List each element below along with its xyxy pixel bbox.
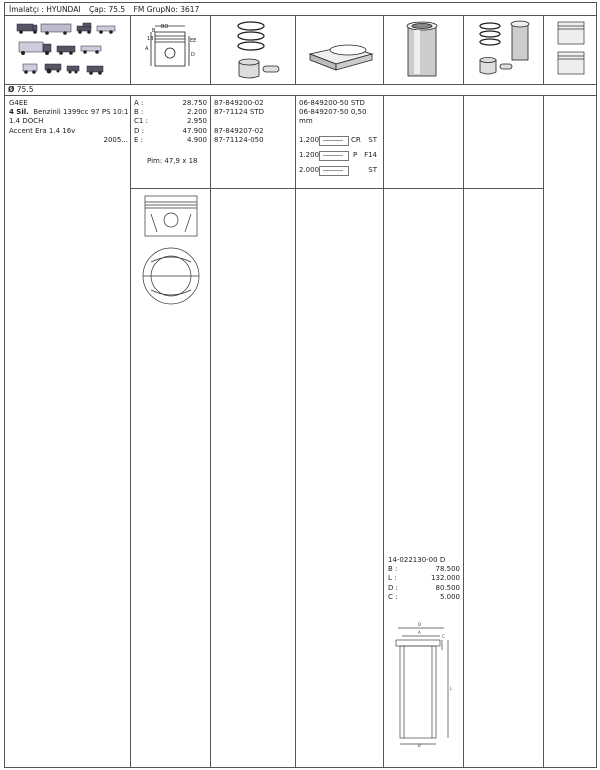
ring-code: 06-849207-50 0,50 bbox=[299, 108, 367, 117]
dim-row-b: B : 2.200 bbox=[134, 108, 207, 117]
catalog-page bbox=[4, 2, 597, 768]
svg-text:BO: BO bbox=[161, 24, 169, 30]
ring-code: 06-849200-50 STD bbox=[299, 99, 365, 107]
svg-text:1B: 1B bbox=[147, 36, 154, 42]
manufacturer-label: İmalatçı : HYUNDAI bbox=[9, 5, 81, 14]
liner-dim-b: B : 78.500 bbox=[388, 565, 460, 574]
diameter-row bbox=[5, 84, 596, 96]
pin-size: Pim: 47,9 x 18 bbox=[147, 156, 198, 165]
ring-row: 2.000 ST bbox=[299, 165, 377, 174]
liner-code: 14-022130-00 D bbox=[388, 556, 446, 564]
ring-profile-icon bbox=[319, 136, 349, 146]
category-icon-row bbox=[5, 16, 596, 85]
svg-text:B: B bbox=[418, 743, 421, 748]
bore-label: Çap: 75.5 bbox=[88, 5, 126, 14]
svg-text:D: D bbox=[191, 52, 195, 58]
part-number-column bbox=[211, 96, 296, 767]
ring-profile-icon bbox=[319, 151, 349, 161]
ring-row: 1.200 CR ST bbox=[299, 135, 377, 144]
header-bar bbox=[5, 3, 596, 16]
piston-dimension-diagram-icon bbox=[131, 16, 211, 84]
liner-column bbox=[384, 96, 464, 767]
vehicles-icon bbox=[5, 16, 131, 84]
ring-profile-icon bbox=[319, 166, 349, 176]
dim-row-d: D : 47.900 bbox=[134, 126, 207, 135]
dim-row-e: E : 4.900 bbox=[134, 135, 207, 144]
engine-column bbox=[5, 96, 131, 767]
liner-dim-c: C : 5.000 bbox=[388, 592, 460, 601]
ring-row: 1.200 P F14 bbox=[299, 150, 377, 159]
diameter-value: 75.5 bbox=[16, 85, 34, 94]
svg-text:EE: EE bbox=[190, 38, 197, 44]
piston-drawing-icon bbox=[137, 192, 207, 312]
piston-column bbox=[131, 96, 211, 767]
svg-text:L: L bbox=[450, 686, 453, 691]
cylinder-liner-icon bbox=[384, 16, 464, 84]
piston-liner-kit-icon bbox=[464, 16, 544, 84]
ring-kit-box-icon bbox=[296, 16, 384, 84]
dim-row-a: A : 28.750 bbox=[134, 99, 207, 107]
diameter-symbol: Ø bbox=[8, 85, 15, 94]
ring-unit: mm bbox=[299, 117, 313, 126]
liner-drawing-icon bbox=[392, 622, 456, 748]
group-label: FM GrupNo: 3617 bbox=[133, 5, 200, 14]
liner-dim-d: D : 80.500 bbox=[388, 583, 460, 592]
piston-rings-set-icon bbox=[211, 16, 296, 84]
part-number: 87-71124-050 bbox=[214, 135, 264, 144]
dim-row-c1: C1 : 2.950 bbox=[134, 117, 207, 126]
part-number: 87-849207-02 bbox=[214, 126, 264, 135]
ring-column bbox=[296, 96, 384, 767]
svg-text:A: A bbox=[145, 46, 149, 52]
liner-dim-l: L : 132.000 bbox=[388, 574, 460, 583]
vehicle-model: Accent Era 1.4 16v bbox=[9, 126, 76, 135]
part-number: 87-849200-02 bbox=[214, 99, 264, 107]
engine-code: G4EE bbox=[9, 99, 28, 107]
svg-text:A: A bbox=[418, 630, 421, 635]
part-number bbox=[214, 117, 293, 126]
svg-text:D: D bbox=[418, 622, 422, 627]
engine-spec: 1.4 DOCH bbox=[9, 117, 44, 126]
piston-pair-icon bbox=[544, 16, 598, 84]
part-number: 87-71124 STD bbox=[214, 108, 265, 117]
svg-text:C: C bbox=[442, 634, 445, 639]
pair-column bbox=[544, 96, 598, 767]
model-year: 2005... bbox=[103, 135, 128, 144]
svg-text:B: B bbox=[152, 28, 156, 34]
engine-description: Benzinli 1399cc 97 PS 10:1 bbox=[33, 108, 129, 117]
cylinder-count: 4 Sil. bbox=[9, 108, 29, 117]
kit-column bbox=[464, 96, 544, 767]
